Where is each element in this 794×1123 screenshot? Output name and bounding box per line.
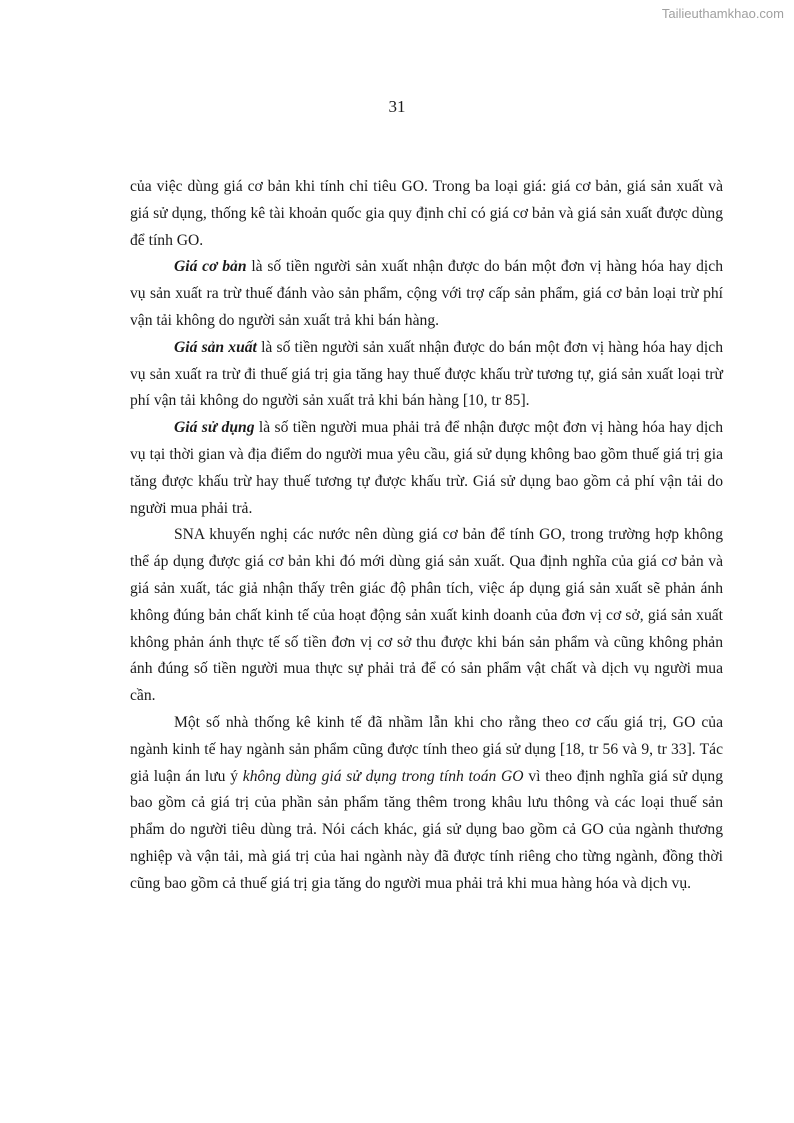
paragraph-basic-price [130, 254, 723, 334]
author-note-emphasis: không dùng giá sử dụng trong tính toán GO [242, 767, 524, 785]
paragraph-purchaser-price [130, 415, 723, 522]
watermark: Tailieuthamkhao.com [661, 6, 784, 21]
definition-basic-price: là số tiền người sản xuất nhận được do bán một đơn vị hàng hóa hay dịch vụ sản xuất ra trừ thuế đánh vào sản phẩm, cộng với trợ cấp sản phẩm, giá cơ bản loại trừ phí vận tải không do người sản xuất trả khi bán hàng. [130, 258, 723, 329]
definition-purchaser-price: là số tiền người mua phải trả để nhận được một đơn vị hàng hóa hay dịch vụ tại thời gian và địa điểm do người mua yêu cầu, giá sử dụng không bao gồm thuế giá trị gia tăng được khấu trừ hay thuế tương tự được khấu trừ. Giá sử dụng bao gồm cả phí vận tải do người mua phải trả. [130, 419, 723, 517]
author-note-before: Một số nhà thống kê kinh tế đã nhầm lẫn khi cho rằng theo cơ cấu giá trị, GO của ngành kinh tế hay ngành sản phẩm cũng được tính theo giá sử dụng [18, tr 56 và 9, tr 33]. Tác giả luận án lưu ý [130, 713, 723, 785]
term-purchaser-price: Giá sử dụng [174, 419, 255, 437]
paragraph-continuation: của việc dùng giá cơ bản khi tính chỉ tiêu GO. Trong ba loại giá: giá cơ bản, giá sản xuất và giá sử dụng, thống kê tài khoản quốc gia quy định chỉ có giá cơ bản và giá sản xuất được dùng để tính GO. [130, 178, 723, 249]
paragraph-author-note [130, 710, 723, 898]
paragraph-producer-price [130, 335, 723, 415]
paragraph-sna-recommendation: SNA khuyến nghị các nước nên dùng giá cơ bản để tính GO, trong trường hợp không thể áp dụng được giá cơ bản khi đó mới dùng giá sản xuất. Qua định nghĩa của giá cơ bản và giá sản xuất, tác giả nhận thấy trên giác độ phân tích, việc áp dụng giá sản xuất sẽ phản ánh không đúng bản chất kinh tế của hoạt động sản xuất kinh doanh của đơn vị cơ sở, giá sản xuất không phản ánh thực tế số tiền đơn vị cơ sở thu được khi bán sản phẩm và cũng không phản ánh đúng số tiền người mua thực sự phải trả để có sản phẩm vật chất và dịch vụ người mua cần. [130, 526, 723, 705]
page-number: 31 [388, 97, 406, 116]
term-producer-price: Giá sản xuất [174, 338, 257, 356]
definition-producer-price: là số tiền người sản xuất nhận được do bán một đơn vị hàng hóa hay dịch vụ sản xuất ra trừ đi thuế giá trị gia tăng hay thuế được khấu trừ tương tự, giá sản xuất loại trừ phí vận tải không do người sản xuất trả khi bán hàng [10, tr 85]. [130, 338, 723, 410]
term-basic-price: Giá cơ bản [174, 258, 247, 276]
author-note-after: vì theo định nghĩa giá sử dụng bao gồm cả giá trị của phần sản phẩm tăng thêm trong khâu lưu thông và các loại thuế sản phẩm do người tiêu dùng trả. Nói cách khác, giá sử dụng bao gồm cả GO của ngành thương nghiệp và vận tải, mà giá trị của hai ngành này đã được tính riêng cho từng ngành, đồng thời cũng bao gồm cả thuế giá trị gia tăng do người mua phải trả khi mua hàng hóa và dịch vụ. [130, 767, 723, 892]
document-body [130, 174, 723, 898]
